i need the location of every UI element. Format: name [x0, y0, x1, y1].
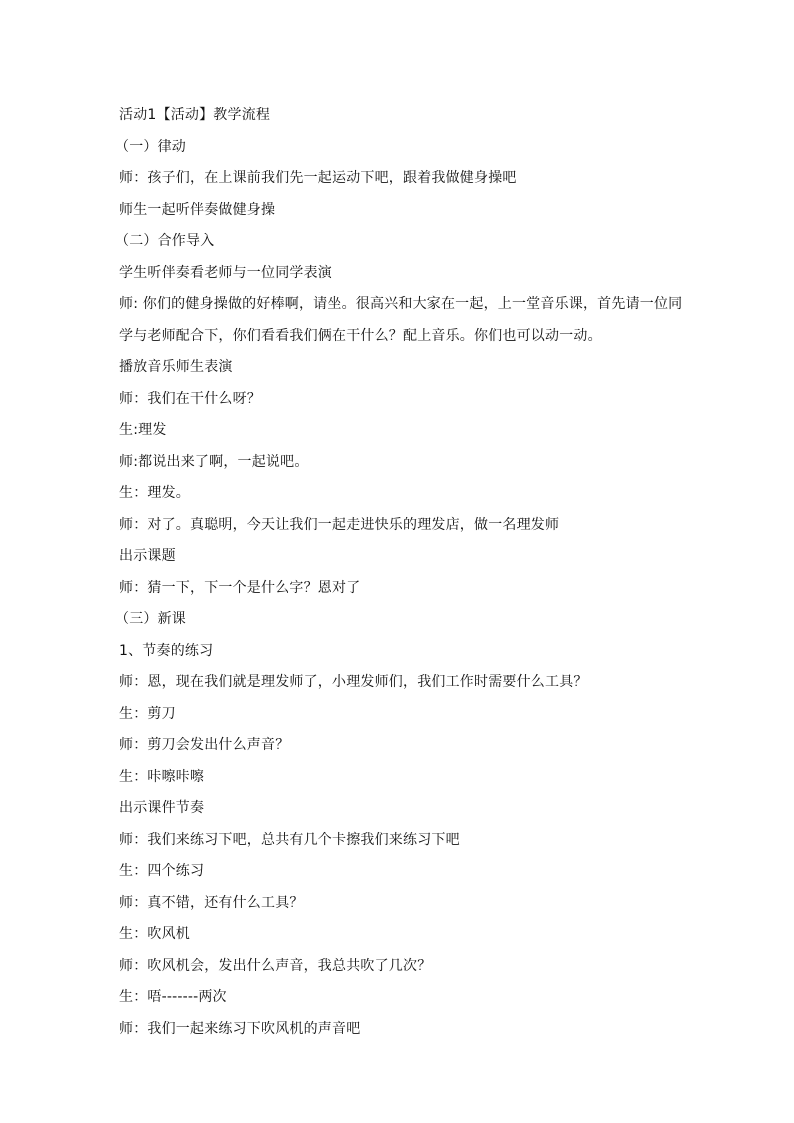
text-line: 师: 你们的健身操做的好棒啊，请坐。很高兴和大家在一起，上一堂音乐课，首先请一位同 [119, 296, 683, 312]
text-line: 生：剪刀 [119, 705, 176, 722]
text-line: 师：真不错，还有什么工具？ [119, 894, 304, 911]
text-line: 生：理发。 [119, 485, 190, 501]
text-line: 出示课题 [119, 548, 176, 564]
text-line: 活动1【活动】教学流程 [119, 107, 271, 123]
text-line: 师:都说出来了啊，一起说吧。 [119, 453, 309, 470]
text-line: 师：恩，现在我们就是理发师了，小理发师们，我们工作时需要什么工具？ [119, 674, 588, 690]
text-line: 生：吹风机 [119, 926, 190, 942]
text-line: 生：唔-------两次 [119, 989, 227, 1005]
section-heading: （三）新课 [115, 611, 186, 627]
text-line: 学生听伴奏看老师与一位同学表演 [119, 264, 332, 281]
text-line: 生:理发 [119, 422, 167, 438]
text-line: 师：我们在干什么呀？ [119, 390, 261, 407]
subsection-heading: 1、节奏的练习 [119, 642, 214, 659]
text-line: 师：猜一下，下一个是什么字？恩对了 [119, 579, 361, 596]
document-body [115, 100, 689, 1045]
text-line: 生：四个练习 [119, 863, 205, 879]
text-line: 学与老师配合下，你们看看我们俩在干什么？配上音乐。你们也可以动一动。 [119, 327, 602, 344]
text-line: 出示课件节奏 [119, 800, 205, 816]
section-heading: （一）律动 [115, 138, 186, 155]
text-line: 师：剪刀会发出什么声音？ [119, 737, 290, 753]
text-line: 师：我们一起来练习下吹风机的声音吧 [119, 1020, 361, 1037]
text-line: 师：吹风机会，发出什么声音，我总共吹了几次？ [119, 957, 432, 974]
section-heading: （二）合作导入 [115, 233, 215, 249]
text-line: 生：咔嚓咔嚓 [119, 768, 205, 785]
text-line: 师生一起听伴奏做健身操 [119, 201, 276, 218]
text-line: 师：孩子们，在上课前我们先一起运动下吧，跟着我做健身操吧 [119, 170, 517, 186]
text-line: 播放音乐师生表演 [119, 359, 233, 375]
text-line: 师：我们来练习下吧，总共有几个卡擦我们来练习下吧 [119, 831, 460, 848]
text-line: 师：对了。真聪明，今天让我们一起走进快乐的理发店，做一名理发师 [119, 516, 560, 533]
